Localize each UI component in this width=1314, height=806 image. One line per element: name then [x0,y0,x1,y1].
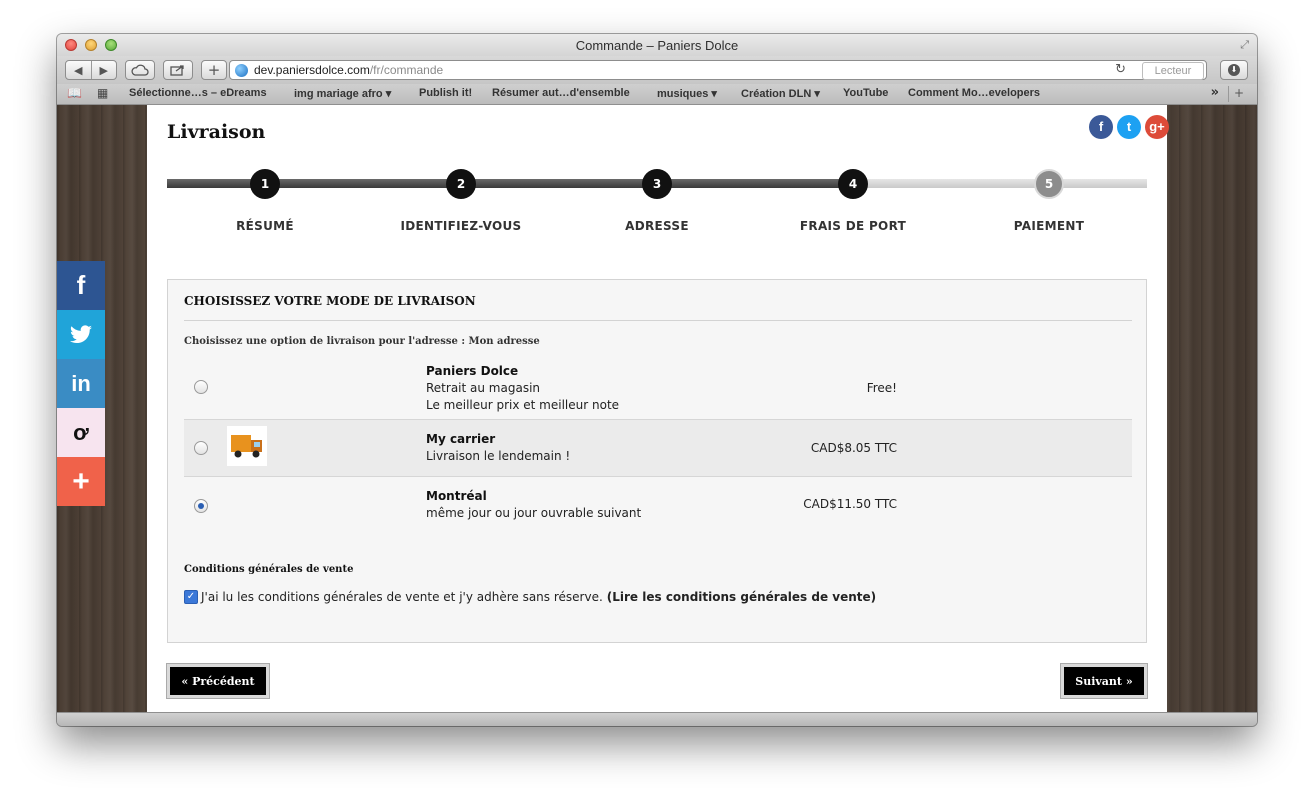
viadeo-share-icon[interactable]: ơ [57,408,105,457]
carrier-option[interactable] [184,419,1132,477]
divider [184,320,1132,321]
more-bookmarks-icon[interactable]: » [1210,85,1219,100]
top-sites-icon[interactable]: ▦ [97,86,109,100]
globe-icon [235,64,248,77]
carrier-name: Paniers Dolce [426,364,519,378]
reader-button[interactable]: Lecteur [1142,62,1204,80]
share-sidebar [57,261,105,506]
terms-row [184,590,876,604]
carrier-price: CAD$8.05 TTC [810,441,897,455]
downloads-button[interactable] [1220,60,1248,80]
carrier-description: Retrait au magasin [426,381,541,395]
checkout-page [147,105,1167,712]
step-label-shipping[interactable]: FRAIS DE PORT [799,219,907,233]
bookmark-folder[interactable]: Création DLN ▾ [741,88,820,100]
carrier-description: Livraison le lendemain ! [426,449,571,463]
download-icon: ⬇ [1228,64,1240,76]
reload-icon[interactable]: ↻ [1115,62,1126,77]
bookmark-item[interactable]: Résumer aut…d'ensemble [492,87,630,99]
bookmark-item[interactable]: Sélectionne…s – eDreams [129,87,267,99]
window-title: Commande – Paniers Dolce [575,38,739,53]
facebook-share-icon[interactable]: f [57,261,105,310]
carrier-radio[interactable] [194,380,208,394]
linkedin-share-icon[interactable]: in [57,359,105,408]
social-links [1089,115,1169,139]
browser-window [57,34,1257,726]
carrier-description: Le meilleur prix et meilleur note [426,398,620,412]
terms-checkbox[interactable]: ✓ [184,590,198,604]
fullscreen-icon[interactable]: ⤢ [1240,38,1249,51]
back-icon[interactable]: ◀ [74,63,83,77]
step-4-circle[interactable]: 4 [838,169,868,199]
delivery-subheading: Choisissez une option de livraison pour l'adresse : Mon adresse [184,336,540,347]
previous-button[interactable]: « Précédent [167,664,269,698]
delivery-options-box [167,279,1147,643]
window-bottom-bar [57,712,1257,726]
page-viewport [57,105,1257,712]
add-bookmark-icon[interactable]: + [201,60,227,80]
google-plus-icon[interactable]: g+ [1145,115,1169,139]
carrier-price: Free! [866,381,897,395]
carrier-radio[interactable] [194,441,208,455]
step-label-payment: PAIEMENT [1013,219,1085,233]
truck-icon [227,426,267,466]
carrier-name: Montréal [426,489,487,503]
terms-heading: Conditions générales de vente [184,564,354,575]
carrier-price: CAD$11.50 TTC [803,497,897,511]
bookmark-folder[interactable]: img mariage afro ▾ [294,88,392,100]
bookmarks-bar [57,84,1257,105]
bookmark-folder[interactable]: musiques ▾ [657,88,717,100]
share-icon[interactable] [163,60,193,80]
title-bar [57,34,1257,56]
browser-toolbar [57,56,1257,84]
step-label-identify[interactable]: IDENTIFIEZ-VOUS [400,219,522,233]
twitter-share-icon[interactable] [57,310,105,359]
reading-list-icon[interactable]: 📖 [67,86,82,100]
page-title: Livraison [167,121,266,143]
new-tab-icon[interactable]: + [1228,86,1249,102]
navigation-buttons [65,60,117,80]
carrier-option[interactable] [184,477,1132,533]
url-text[interactable]: dev.paniersdolce.com/fr/commande [254,63,444,77]
terms-text: J'ai lu les conditions générales de vente et j'y adhère sans réserve. [201,590,603,604]
twitter-icon[interactable]: t [1117,115,1141,139]
more-share-icon[interactable]: + [57,457,105,506]
delivery-heading: CHOISISSEZ VOTRE MODE DE LIVRAISON [184,294,476,308]
carrier-radio-selected[interactable] [194,499,208,513]
next-button[interactable]: Suivant » [1061,664,1147,698]
bookmark-item[interactable]: YouTube [843,87,889,99]
address-bar[interactable] [229,60,1207,80]
carrier-option[interactable] [184,360,1132,418]
terms-link[interactable]: (Lire les conditions générales de vente) [606,590,877,604]
step-2-circle[interactable]: 2 [446,169,476,199]
facebook-icon[interactable]: f [1089,115,1113,139]
step-5-circle: 5 [1034,169,1064,199]
step-label-address[interactable]: ADRESSE [625,219,689,233]
forward-icon[interactable]: ▶ [99,63,108,77]
step-label-resume[interactable]: RÉSUMÉ [236,219,294,233]
carrier-description: même jour ou jour ouvrable suivant [426,506,642,520]
step-1-circle[interactable]: 1 [250,169,280,199]
bookmark-item[interactable]: Publish it! [419,87,473,99]
cloud-icon[interactable] [125,60,155,80]
bookmark-item[interactable]: Comment Mo…evelopers [908,87,1041,99]
step-3-circle[interactable]: 3 [642,169,672,199]
carrier-name: My carrier [426,432,496,446]
